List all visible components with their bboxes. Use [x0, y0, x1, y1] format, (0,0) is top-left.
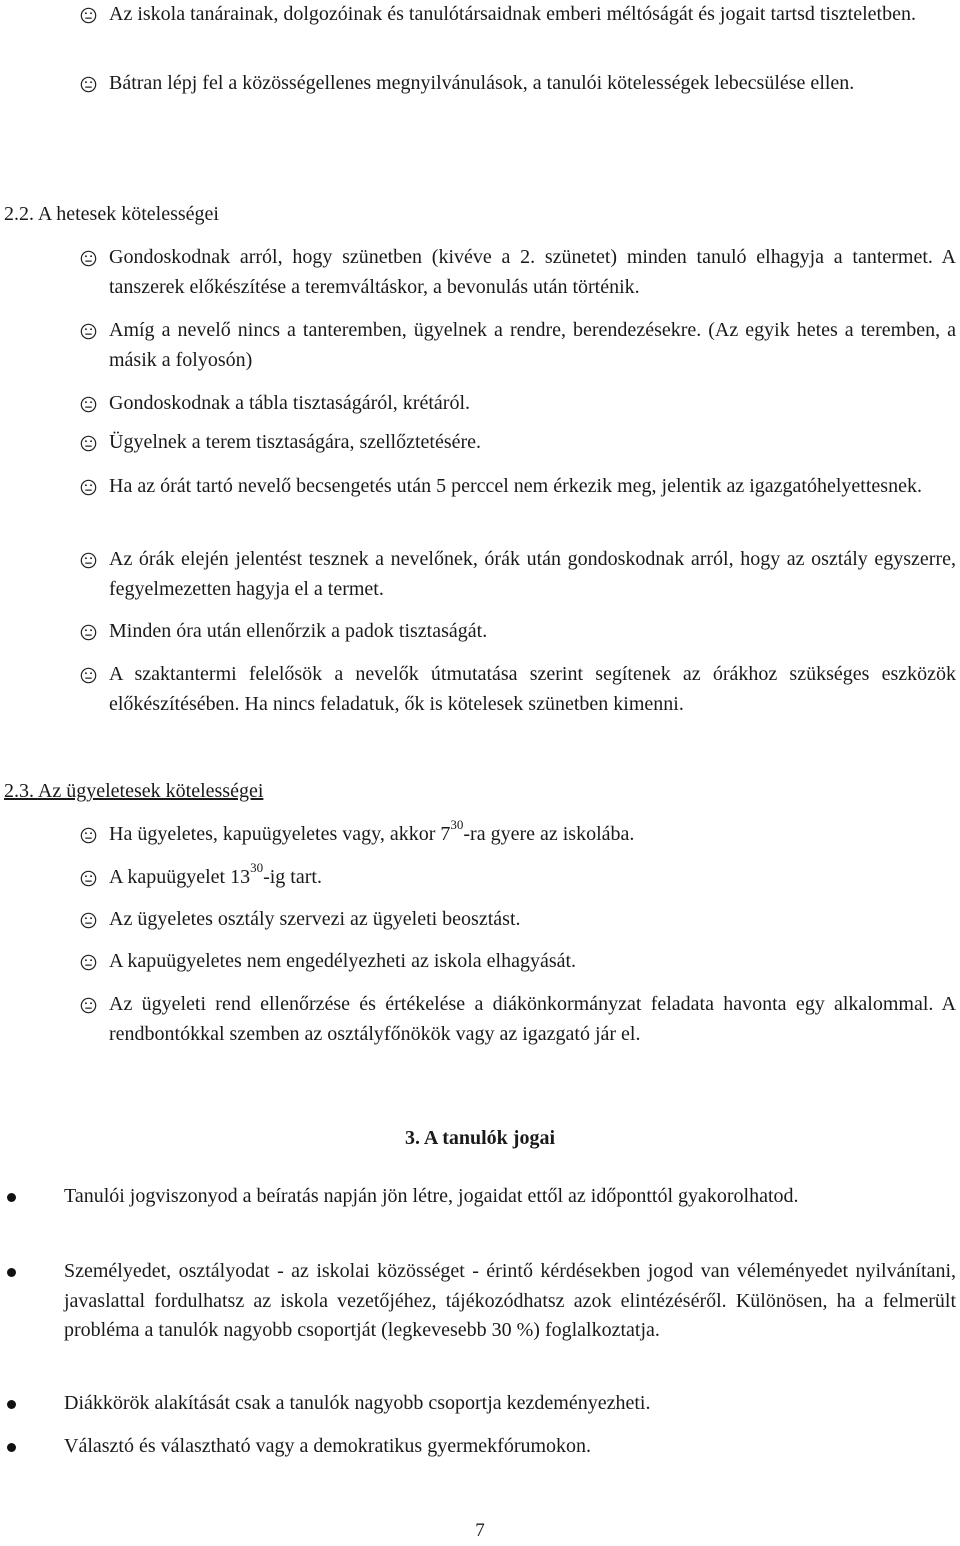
neutral-face-icon	[80, 76, 97, 93]
bullet-text: Választó és választható vagy a demokratikus gyermekfórumokon.	[64, 1435, 592, 1457]
neutral-face-icon	[80, 250, 97, 267]
bullet-icon	[7, 1268, 16, 1277]
neutral-face-icon	[80, 954, 97, 971]
list-item	[80, 243, 956, 302]
neutral-face-icon	[80, 912, 97, 929]
list-item-text: Ha ügyeletes, kapuügyeletes vagy, akkor $7^{30}-ra$ gyere az iskolába.	[109, 817, 635, 845]
list-item-text: Gondoskodnak a tábla tisztaságáról, krétáról.	[109, 392, 470, 414]
list-item	[80, 617, 956, 647]
neutral-face-icon	[80, 323, 97, 340]
list-item-text: Az órák elején jelentést tesznek a nevelőnek, órák után gondoskodnak arról, hogy az osztály egyszerre, fegyelmezetten hagyja el a termet.	[109, 548, 956, 600]
list-item	[80, 947, 956, 977]
bullet-icon	[7, 1193, 16, 1202]
list-item-text: A szaktantermi felelősök a nevelők útmutatása szerint segítenek az órákhoz szükséges eszközök előkészítésében. Ha nincs feladatuk, ők is kötelesek szünetben kimenni.	[109, 663, 956, 715]
list-item	[80, 472, 956, 502]
bullet-item	[6, 1182, 956, 1212]
list-item	[80, 0, 956, 30]
list-item	[80, 660, 956, 719]
list-item-text: Az ügyeletes osztály szervezi az ügyeleti beosztást.	[109, 908, 521, 930]
section-number: 2.3.	[4, 780, 34, 802]
neutral-face-icon	[80, 396, 97, 413]
bullet-text: Tanulói jogviszonyod a beíratás napján jön létre, jogaidat ettől az időponttól gyakorolhatod.	[64, 1185, 799, 1207]
list-item-text: A kapuügyeletes nem engedélyezheti az iskola elhagyását.	[109, 950, 577, 972]
list-item-text: A kapuügyelet $13^{30}-ig$ tart.	[109, 860, 322, 888]
section-title: 3. A tanulók jogai	[404, 1127, 556, 1149]
list-item	[80, 905, 956, 935]
list-item-text: Ha az órát tartó nevelő becsengetés után 5 perccel nem érkezik meg, jelentik az igazgatóhelyettesnek.	[109, 475, 922, 497]
list-item-text: Az iskola tanárainak, dolgozóinak és tanulótársaidnak emberi méltóságát és jogait tartsd tiszteletben.	[109, 3, 916, 25]
page-number: 7	[475, 1520, 485, 1541]
neutral-face-icon	[80, 667, 97, 684]
section-heading	[4, 777, 263, 807]
section-heading: 2.2. A hetesek kötelességei	[4, 203, 219, 225]
bullet-text: Diákkörök alakítását csak a tanulók nagyobb csoportja kezdeményezheti.	[64, 1392, 651, 1414]
neutral-face-icon	[80, 479, 97, 496]
neutral-face-icon	[80, 7, 97, 24]
list-item-text: Az ügyeleti rend ellenőrzése és értékelése a diákönkormányzat feladata havonta egy alkalommal. A rendbontókkal szemben az osztályfőnökök vagy az igazgató jár el.	[109, 993, 956, 1045]
bullet-text: Személyedet, osztályodat - az iskolai közösséget - érintő kérdésekben jogod van véleményedet nyilvánítani, javaslattal fordulhatsz az iskola vezetőjéhez, tájékozódhatsz azok elintézéséről. Különösen, ha a felmerült probléma a tanulók nagyobb csoportját (legkevesebb 30 %) foglalkoztatja.	[64, 1260, 956, 1341]
bullet-icon	[7, 1400, 16, 1409]
list-item-text: Gondoskodnak arról, hogy szünetben (kivéve a 2. szünetet) minden tanuló elhagyja a tantermet. A tanszerek előkészítése a teremváltáskor, a bevonulás után történik.	[109, 246, 956, 298]
list-item	[80, 428, 956, 458]
list-item	[80, 860, 956, 893]
list-item-text: Minden óra után ellenőrzik a padok tisztaságát.	[109, 620, 488, 642]
neutral-face-icon	[80, 827, 97, 844]
neutral-face-icon	[80, 435, 97, 452]
list-item	[80, 817, 956, 850]
list-item	[80, 316, 956, 375]
section-title: Az ügyeletesek kötelességei	[37, 780, 264, 802]
list-item-text: Ügyelnek a terem tisztaságára, szellőztetésére.	[109, 431, 482, 453]
list-item	[80, 69, 956, 99]
list-item-text: Bátran lépj fel a közösségellenes megnyilvánulások, a tanulói kötelességek lebecsülése ellen.	[109, 72, 855, 94]
list-item	[80, 545, 956, 604]
bullet-icon	[7, 1443, 16, 1452]
bullet-item	[6, 1257, 956, 1346]
bullet-item	[6, 1432, 956, 1462]
neutral-face-icon	[80, 552, 97, 569]
neutral-face-icon	[80, 997, 97, 1014]
list-item-text: Amíg a nevelő nincs a tanteremben, ügyelnek a rendre, berendezésekre. (Az egyik hetes a teremben, a másik a folyosón)	[109, 319, 956, 371]
list-item	[80, 389, 956, 419]
neutral-face-icon	[80, 870, 97, 887]
neutral-face-icon	[80, 624, 97, 641]
list-item	[80, 990, 956, 1049]
bullet-item	[6, 1389, 956, 1419]
